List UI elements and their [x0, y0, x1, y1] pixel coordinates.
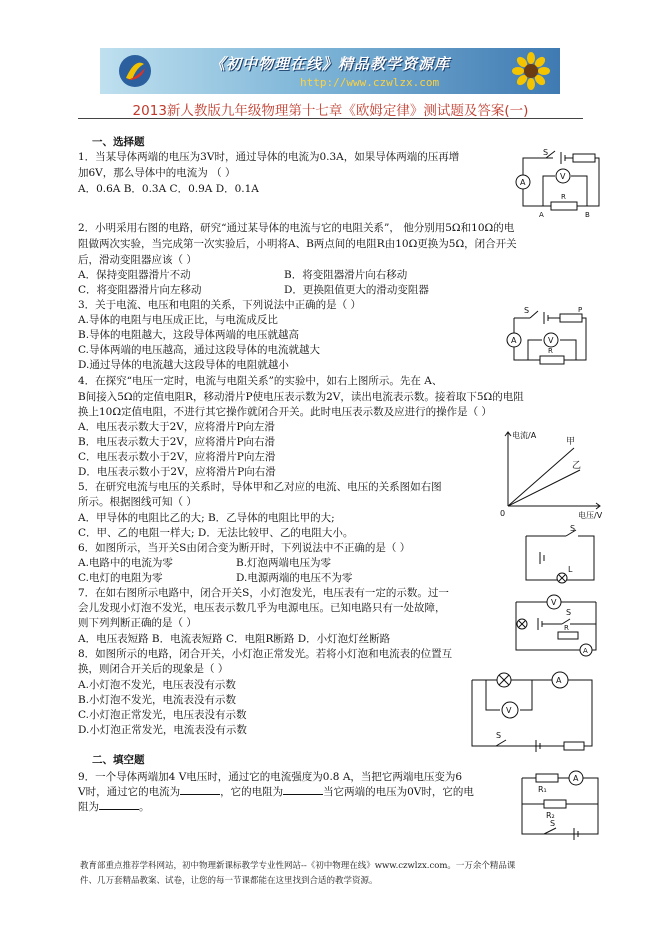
q3-option-d: D.通过导体的电流越大这段导体的电阻就越小: [78, 359, 289, 371]
q4-option-a: A．电压表示数大于2V，应将滑片P向左滑: [78, 421, 275, 433]
figure-iv-graph: [496, 426, 606, 520]
q1-options: A．0.6A B．0.3A C．0.9A D．0.1A: [78, 183, 259, 195]
fig6-label-v: V: [506, 706, 512, 715]
title-divider: [78, 118, 583, 119]
figure-circuit-q2: [513, 146, 603, 218]
q9-line-2-part-2: ，它的电阻为: [220, 786, 284, 798]
fig5-label-v: V: [551, 598, 557, 607]
fig5-label-r: R: [564, 624, 569, 632]
q5-line-1: 5．在研究电流与电压的关系时，导体甲和乙对应的电流、电压的关系图如右图: [78, 481, 442, 493]
q7-line-2: 会儿发现小灯泡不发光，电压表示数几乎为电源电压。已知电路只有一处故障，: [78, 602, 446, 614]
banner-title: 《初中物理在线》精品教学资源库: [210, 55, 451, 73]
fig1-label-a-point: A: [539, 211, 544, 218]
figure-circuit-q7: [508, 584, 604, 658]
q2-line-2: 阻做两次实验，当完成第一次实验后，小明将A、B两点间的电阻R由10Ω更换为5Ω，闭合开关: [78, 238, 517, 250]
q3-line-1: 3．关于电流、电压和电阻的关系，下列说法中正确的是（ ）: [78, 299, 362, 311]
q6-option-a: A.电路中的电流为零: [78, 557, 173, 569]
figure-circuit-q9: [514, 766, 606, 842]
document-title: 2013新人教版九年级物理第十七章《欧姆定律》测试题及答案(一): [132, 103, 529, 119]
fig4-label-s: S: [570, 524, 576, 533]
q4-option-b: B．电压表示数大于2V，应将滑片P向右滑: [78, 436, 276, 448]
q4-line-1: 4．在探究“电压一定时，电流与电阻关系”的实验中，如右上图所示。先在 A、: [78, 375, 443, 387]
graph-x-label: 电压/V: [578, 511, 603, 520]
q9-line-3-part-2: 。: [139, 801, 150, 813]
q6-line-1: 6．如图所示，当开关S由闭合变为断开时，下列说法中不正确的是（ ）: [78, 542, 411, 554]
fig7-label-s: S: [550, 819, 556, 828]
graph-line-jia: [508, 448, 574, 506]
q4-line-2: B间接入5Ω的定值电阻R，移动滑片P使电压表示数为2V，读出电流表示数。接着取下5Ω的电阻: [78, 391, 524, 403]
graph-label-jia: 甲: [566, 437, 576, 447]
q9-line-3: [78, 800, 150, 814]
fig7-label-r2: R₂: [546, 811, 555, 820]
q8-option-c: C.小灯泡正常发光，电压表没有示数: [78, 709, 247, 721]
q9-line-2-part-3: 当它两端的电压为0V时，它的电: [323, 786, 474, 798]
site-logo-icon: [118, 54, 152, 88]
q9-line-1: 9．一个导体两端加4 V电压时，通过它的电流强度为0.8 A，当把它两端电压变为6: [78, 771, 463, 783]
q9-blank-zero-volt[interactable]: [99, 800, 139, 810]
fig1-label-s: S: [543, 148, 549, 157]
graph-label-yi: 乙: [572, 461, 582, 471]
figure-circuit-q8: [466, 664, 598, 754]
q2-line-1: 2．小明采用右图的电路，研究“通过某导体的电流与它的电阻关系”， 他分别用5Ω和10Ω的电: [78, 222, 515, 234]
q6-option-b: B.灯泡两端电压为零: [236, 557, 332, 569]
page-footer: [80, 859, 590, 889]
figure-circuit-q4: [506, 304, 592, 372]
header-banner: [100, 48, 560, 94]
q5-options-ab: A．甲导体的电阻比乙的大; B．乙导体的电阻比甲的大;: [78, 512, 335, 524]
fig1-label-r: R: [561, 193, 566, 201]
q4-line-3: 换上10Ω定值电阻，不进行其它操作就闭合开关。此时电压表示数及应进行的操作是（ ）: [78, 406, 492, 418]
q6-option-c: C.电灯的电阻为零: [78, 572, 163, 584]
graph-origin: 0: [500, 509, 506, 518]
footer-line-1: 教育部重点推荐学科网站，初中物理新课标教学专业性网站--《初中物理在线》www.czwlzx.com。一万余个精品课: [80, 861, 516, 871]
q9-line-2-part-1: V时，通过它的电流为: [78, 786, 181, 798]
q6-option-d: D.电源两端的电压不为零: [236, 572, 353, 584]
fig7-label-r1: R₁: [538, 785, 547, 794]
q1-line-1: 1．当某导体两端的电压为3V时，通过导体的电流为0.3A，如果导体两端的压再增: [78, 151, 460, 163]
sunflower-icon: [512, 52, 550, 90]
q2-option-c: C．将变阻器滑片向左移动: [78, 284, 202, 296]
figure-circuit-q6: [520, 522, 600, 588]
q5-options-cd: C．甲、乙的电阻一样大; D．无法比较甲、乙的电阻大小。: [78, 527, 354, 539]
q7-line-1: 7．在如右图所示电路中，闭合开关S，小灯泡发光，电压表有一定的示数。过一: [78, 587, 449, 599]
rheostat-icon: [573, 154, 595, 162]
q8-line-1: 8．如图所示的电路，闭合开关，小灯泡正常发光。若将小灯泡和电流表的位置互: [78, 648, 453, 660]
fig7-label-a: A: [573, 774, 579, 783]
fig6-label-s: S: [496, 731, 502, 740]
q2-line-3: 后，滑动变阻器应该（ ）: [78, 254, 197, 266]
section-fill-heading: 二、填空题: [92, 754, 145, 766]
q2-option-d: D．更换阻值更大的滑动变阻器: [284, 284, 429, 296]
q9-line-2: [78, 785, 474, 799]
fig2-label-p: P: [578, 306, 583, 314]
q9-blank-current[interactable]: [180, 785, 220, 795]
q9-blank-resistance[interactable]: [283, 785, 323, 795]
graph-line-yi: [508, 470, 580, 506]
resistor-icon: [551, 202, 577, 210]
q2-option-a: A．保持变阻器滑片不动: [78, 269, 191, 281]
q7-options: A．电压表短路 B．电流表短路 C．电阻R断路 D．小灯泡灯丝断路: [78, 633, 391, 645]
graph-y-label: 电流/A: [512, 431, 537, 440]
q8-option-b: B.小灯泡不发光，电流表没有示数: [78, 694, 237, 706]
fig2-label-s: S: [524, 306, 530, 315]
fig4-label-l: L: [568, 565, 573, 574]
q5-line-2: 所示。根据图线可知（ ）: [78, 496, 197, 508]
q3-option-a: A.导体的电阻与电压成正比，与电流成反比: [78, 314, 278, 326]
fig6-label-a: A: [556, 676, 562, 685]
q3-option-c: C.导体两端的电压越高，通过这段导体的电流就越大: [78, 344, 320, 356]
fig5-label-s: S: [566, 608, 572, 617]
fig2-label-a: A: [511, 336, 517, 345]
q3-option-b: B.导体的电阻越大，这段导体两端的电压就越高: [78, 329, 300, 341]
footer-line-2: 件、几万套精品教案、试卷，让您的每一节课都能在这里找到合适的教学资源。: [80, 876, 378, 886]
fig2-label-v: V: [548, 336, 554, 345]
q4-option-d: D．电压表示数小于2V，应将滑片P向右滑: [78, 466, 276, 478]
fig2-label-r: R: [548, 347, 553, 355]
fig1-label-v: V: [560, 172, 566, 181]
section-choice-heading: 一、选择题: [92, 136, 145, 148]
banner-url[interactable]: http://www.czwlzx.com: [300, 76, 440, 89]
q1-line-2: 加6V，那么导体中的电流为 （ ）: [78, 167, 236, 179]
q8-line-2: 换，则闭合开关后的现象是（ ）: [78, 663, 229, 675]
fig5-label-a: A: [583, 647, 588, 655]
fig1-label-a: A: [520, 178, 526, 187]
q9-line-3-part-1: 阻为: [78, 801, 99, 813]
q7-line-3: 则下列判断正确的是（ ）: [78, 617, 197, 629]
fig1-label-b-point: B: [585, 211, 590, 218]
q2-option-b: B．将变阻器滑片向右移动: [284, 269, 408, 281]
q8-option-a: A.小灯泡不发光，电压表没有示数: [78, 679, 236, 691]
q8-option-d: D.小灯泡正常发光，电流表没有示数: [78, 724, 247, 736]
q4-option-c: C．电压表示数小于2V，应将滑片P向左滑: [78, 451, 276, 463]
